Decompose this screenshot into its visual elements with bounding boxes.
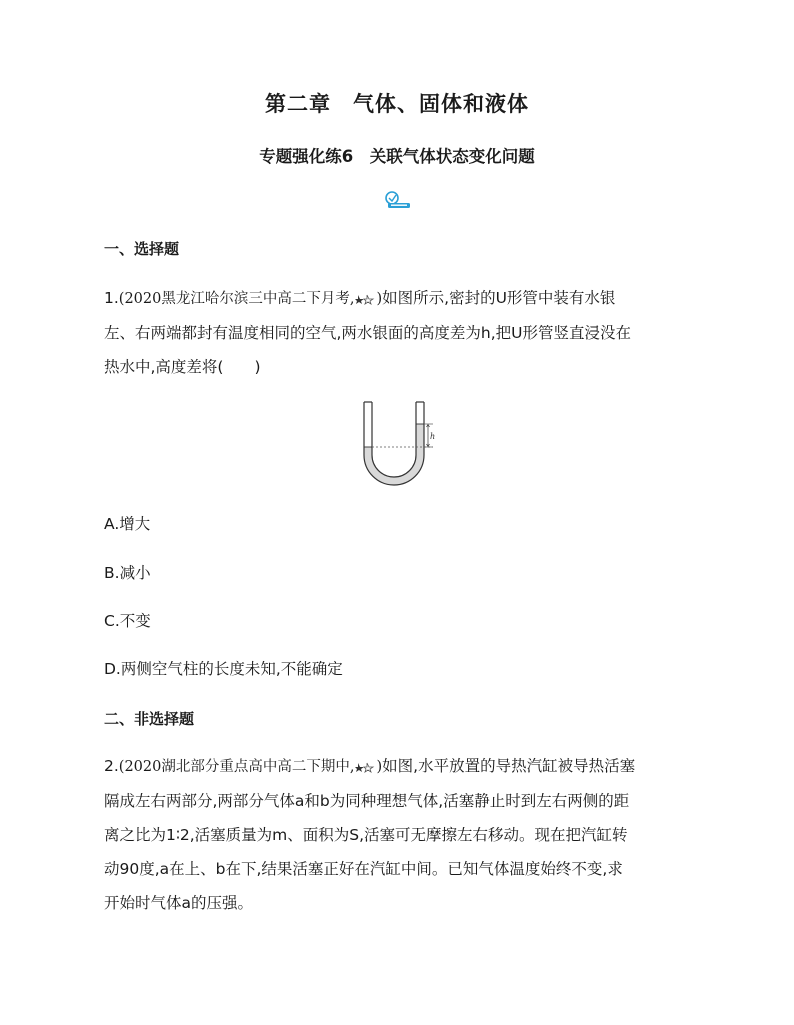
- question-2-line-5: 开始时气体a的压强。: [104, 894, 253, 912]
- section-title: 专题强化练6 关联气体状态变化问题: [259, 147, 535, 166]
- question-1-line-2: 左、右两端都封有温度相同的空气,两水银面的高度差为h,把U形管竖直浸没在: [104, 324, 632, 342]
- option-label: C.: [104, 612, 120, 630]
- question-source: (2020黑龙江哈尔滨三中高二下月考,: [118, 291, 355, 307]
- section-heading-nonchoice: 二、非选择题: [104, 710, 195, 728]
- question-text: 如图所示,密封的U形管中装有水银: [382, 289, 616, 307]
- option-d: [104, 657, 343, 679]
- difficulty-stars-icon: [355, 761, 375, 773]
- question-2-line-3: 离之比为1∶2,活塞质量为m、面积为S,活塞可无摩擦左右移动。现在把汽缸转: [104, 826, 628, 844]
- option-text: 两侧空气柱的长度未知,不能确定: [120, 660, 343, 678]
- option-c: [104, 609, 151, 631]
- option-label: A.: [104, 515, 120, 533]
- question-1: [104, 281, 694, 384]
- question-source-close: ): [376, 759, 383, 775]
- book-logo-icon: [383, 190, 413, 210]
- question-2-line-2: 隔成左右两部分,两部分气体a和b为同种理想气体,活塞静止时到左右两侧的距: [104, 792, 630, 810]
- question-number: 1.: [104, 289, 119, 307]
- u-tube-diagram: [357, 400, 447, 490]
- option-text: 增大: [119, 515, 151, 533]
- question-text: 如图,水平放置的导热汽缸被导热活塞: [382, 757, 636, 775]
- question-number: 2.: [104, 757, 119, 775]
- option-label: D.: [104, 660, 121, 678]
- option-b: [104, 561, 151, 583]
- question-2-line-1: [104, 749, 694, 784]
- option-a: [104, 512, 150, 534]
- height-label: h: [430, 432, 436, 441]
- section-heading-choice: 一、选择题: [104, 240, 180, 258]
- difficulty-stars-icon: [355, 293, 375, 305]
- option-text: 不变: [119, 612, 151, 630]
- option-label: B.: [104, 564, 120, 582]
- question-1-line-3: 热水中,高度差将( ): [104, 358, 261, 376]
- option-text: 减小: [119, 564, 151, 582]
- question-2: [104, 749, 694, 920]
- question-source-close: ): [376, 291, 383, 307]
- question-1-line-1: [104, 281, 694, 316]
- question-source: (2020湖北部分重点高中高二下期中,: [118, 759, 355, 775]
- question-2-line-4: 动90度,a在上、b在下,结果活塞正好在汽缸中间。已知气体温度始终不变,求: [104, 860, 623, 878]
- chapter-title: 第二章 气体、固体和液体: [265, 92, 529, 116]
